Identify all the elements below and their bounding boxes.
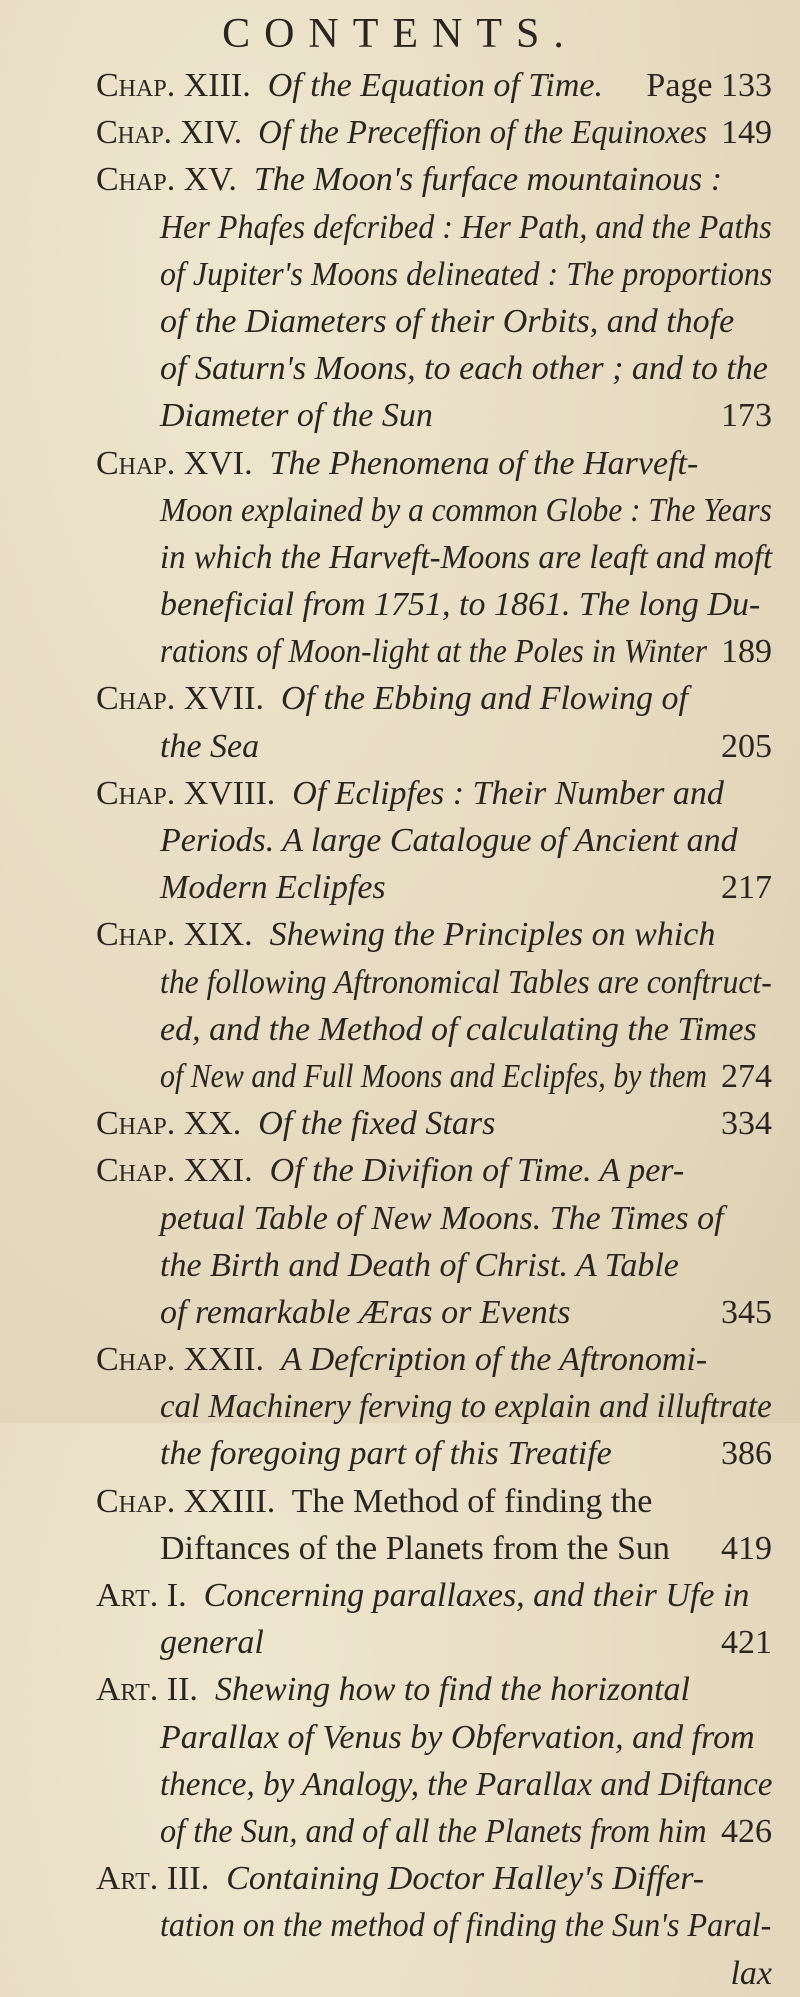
toc-line — [96, 675, 772, 722]
page-number: 334 — [721, 1105, 772, 1143]
toc-line — [96, 251, 772, 298]
article-title: tation on the method of finding the Sun's Paral- — [160, 1907, 772, 1945]
contents-list — [96, 62, 772, 1997]
chapter-title: the Birth and Death of Christ. A Table — [160, 1246, 679, 1284]
page-number: 189 — [721, 633, 772, 671]
chapter-title: Of Eclipfes : Their Number and — [292, 774, 724, 812]
chapter-title: of Jupiter's Moons delineated : The proportions — [160, 255, 773, 293]
page-number: 345 — [721, 1293, 772, 1331]
chapter-title: of Saturn's Moons, to each other ; and to the — [160, 350, 768, 388]
page-number: 149 — [721, 114, 772, 152]
toc-line — [96, 345, 772, 392]
toc-line — [96, 534, 772, 581]
chapter-title: in which the Harveft-Moons are leaft and moft — [160, 538, 773, 576]
article-title: Shewing how to find the horizontal — [214, 1671, 691, 1709]
chapter-title: Shewing the Principles on which — [269, 916, 716, 954]
chapter-title: of remarkable Æras or Events — [160, 1293, 571, 1331]
chapter-title: Diftances of the Planets from the Sun — [160, 1529, 670, 1567]
chapter-title: the following Aftronomical Tables are conftruct- — [160, 963, 772, 1001]
toc-line — [96, 1383, 772, 1430]
toc-line — [96, 487, 772, 534]
chapter-title: rations of Moon-light at the Poles in Winter — [160, 633, 708, 671]
toc-line — [96, 628, 772, 675]
chapter-title: The Moon's furface mountainous : — [253, 161, 723, 199]
page-number: Page 133 — [646, 67, 772, 104]
toc-line — [96, 1950, 772, 1997]
toc-line — [96, 1761, 772, 1808]
page-number: 173 — [721, 397, 772, 435]
toc-line — [96, 1006, 772, 1053]
toc-line — [96, 911, 772, 958]
toc-line — [96, 1714, 772, 1761]
toc-line — [96, 1289, 772, 1336]
chapter-title: Of the Divifion of Time. A per- — [269, 1152, 685, 1190]
article-title: of the Sun, and of all the Planets from him — [160, 1812, 707, 1850]
toc-line — [96, 1242, 772, 1289]
article-title: thence, by Analogy, the Parallax and Diftance — [160, 1765, 773, 1803]
page-number: 274 — [721, 1057, 772, 1095]
chapter-title: Of the fixed Stars — [258, 1105, 496, 1143]
toc-line — [96, 1147, 772, 1194]
chapter-title: beneficial from 1751, to 1861. The long Du- — [160, 586, 761, 624]
toc-line — [96, 1572, 772, 1619]
page-heading: CONTENTS. — [222, 11, 578, 57]
toc-line — [96, 817, 772, 864]
page-number: 426 — [721, 1812, 772, 1850]
article-number: Art. III. — [96, 1860, 210, 1898]
chapter-title: the foregoing part of this Treatife — [160, 1435, 612, 1473]
toc-line — [96, 723, 772, 770]
toc-line — [96, 392, 772, 439]
article-title: Parallax of Venus by Obfervation, and from — [160, 1718, 755, 1756]
chapter-title: Modern Eclipfes — [160, 869, 386, 907]
chapter-title: Periods. A large Catalogue of Ancient and — [160, 822, 738, 859]
chapter-title: of New and Full Moons and Eclipfes, by them — [160, 1057, 708, 1095]
toc-line — [96, 1100, 772, 1147]
toc-line — [96, 581, 772, 628]
chapter-title: Her Phafes defcribed : Her Path, and the Paths — [160, 208, 772, 246]
toc-line — [96, 1666, 772, 1713]
page-number: 386 — [721, 1435, 772, 1473]
chapter-title: The Method of finding the — [291, 1482, 653, 1520]
toc-line — [96, 1619, 772, 1666]
chapter-number: Chap. XIII. — [96, 67, 251, 104]
chapter-title: cal Machinery ferving to explain and illuftrate — [160, 1388, 772, 1426]
toc-line — [96, 1195, 772, 1242]
chapter-title: Of the Ebbing and Flowing of — [280, 680, 688, 718]
page-number: 205 — [721, 727, 772, 765]
chapter-title: the Sea — [160, 727, 260, 765]
toc-line — [96, 1053, 772, 1100]
page-number: 421 — [721, 1624, 772, 1662]
chapter-number: Chap. XIX. — [96, 916, 253, 954]
chapter-title: Moon explained by a common Globe : The Years — [160, 491, 772, 529]
chapter-title: Of the Equation of Time. — [267, 67, 603, 104]
article-title: Concerning parallaxes, and their Ufe in — [203, 1577, 750, 1614]
chapter-number: Chap. XX. — [96, 1105, 242, 1143]
chapter-number: Chap. XXII. — [96, 1341, 264, 1379]
toc-line — [96, 1855, 772, 1902]
chapter-number: Chap. XV. — [96, 161, 237, 199]
chapter-title: Diameter of the Sun — [160, 397, 433, 435]
toc-line — [96, 770, 772, 817]
toc-line — [96, 62, 772, 109]
toc-line — [96, 298, 772, 345]
page-number: 217 — [721, 869, 772, 907]
article-number: Art. I. — [96, 1577, 187, 1614]
toc-line — [96, 1808, 772, 1855]
chapter-number: Chap. XIV. — [96, 114, 243, 152]
toc-line — [96, 959, 772, 1006]
chapter-number: Chap. XVIII. — [96, 774, 276, 812]
toc-line — [96, 1902, 772, 1949]
article-number: Art. II. — [96, 1671, 198, 1709]
toc-line — [96, 864, 772, 911]
chapter-number: Chap. XXI. — [96, 1152, 253, 1190]
chapter-title: Of the Preceffion of the Equinoxes — [258, 114, 708, 152]
chapter-title: of the Diameters of their Orbits, and thofe — [160, 302, 735, 340]
toc-line — [96, 440, 772, 487]
chapter-number: Chap. XXIII. — [96, 1482, 276, 1520]
chapter-title: ed, and the Method of calculating the Times — [160, 1010, 757, 1048]
chapter-title: petual Table of New Moons. The Times of — [160, 1199, 724, 1237]
toc-line — [96, 1336, 772, 1383]
article-title: general — [160, 1624, 264, 1662]
toc-line — [96, 1430, 772, 1477]
toc-line — [96, 1478, 772, 1525]
toc-line — [96, 1525, 772, 1572]
toc-line — [96, 109, 772, 156]
toc-line — [96, 156, 772, 203]
article-title: Containing Doctor Halley's Differ- — [226, 1860, 705, 1898]
chapter-title: The Phenomena of the Harveft- — [269, 444, 699, 482]
chapter-title: A Defcription of the Aftronomi- — [280, 1341, 708, 1379]
chapter-number: Chap. XVI. — [96, 444, 253, 482]
catchword: lax — [730, 1954, 772, 1992]
toc-line — [96, 204, 772, 251]
chapter-number: Chap. XVII. — [96, 680, 264, 718]
page-number: 419 — [721, 1529, 772, 1567]
